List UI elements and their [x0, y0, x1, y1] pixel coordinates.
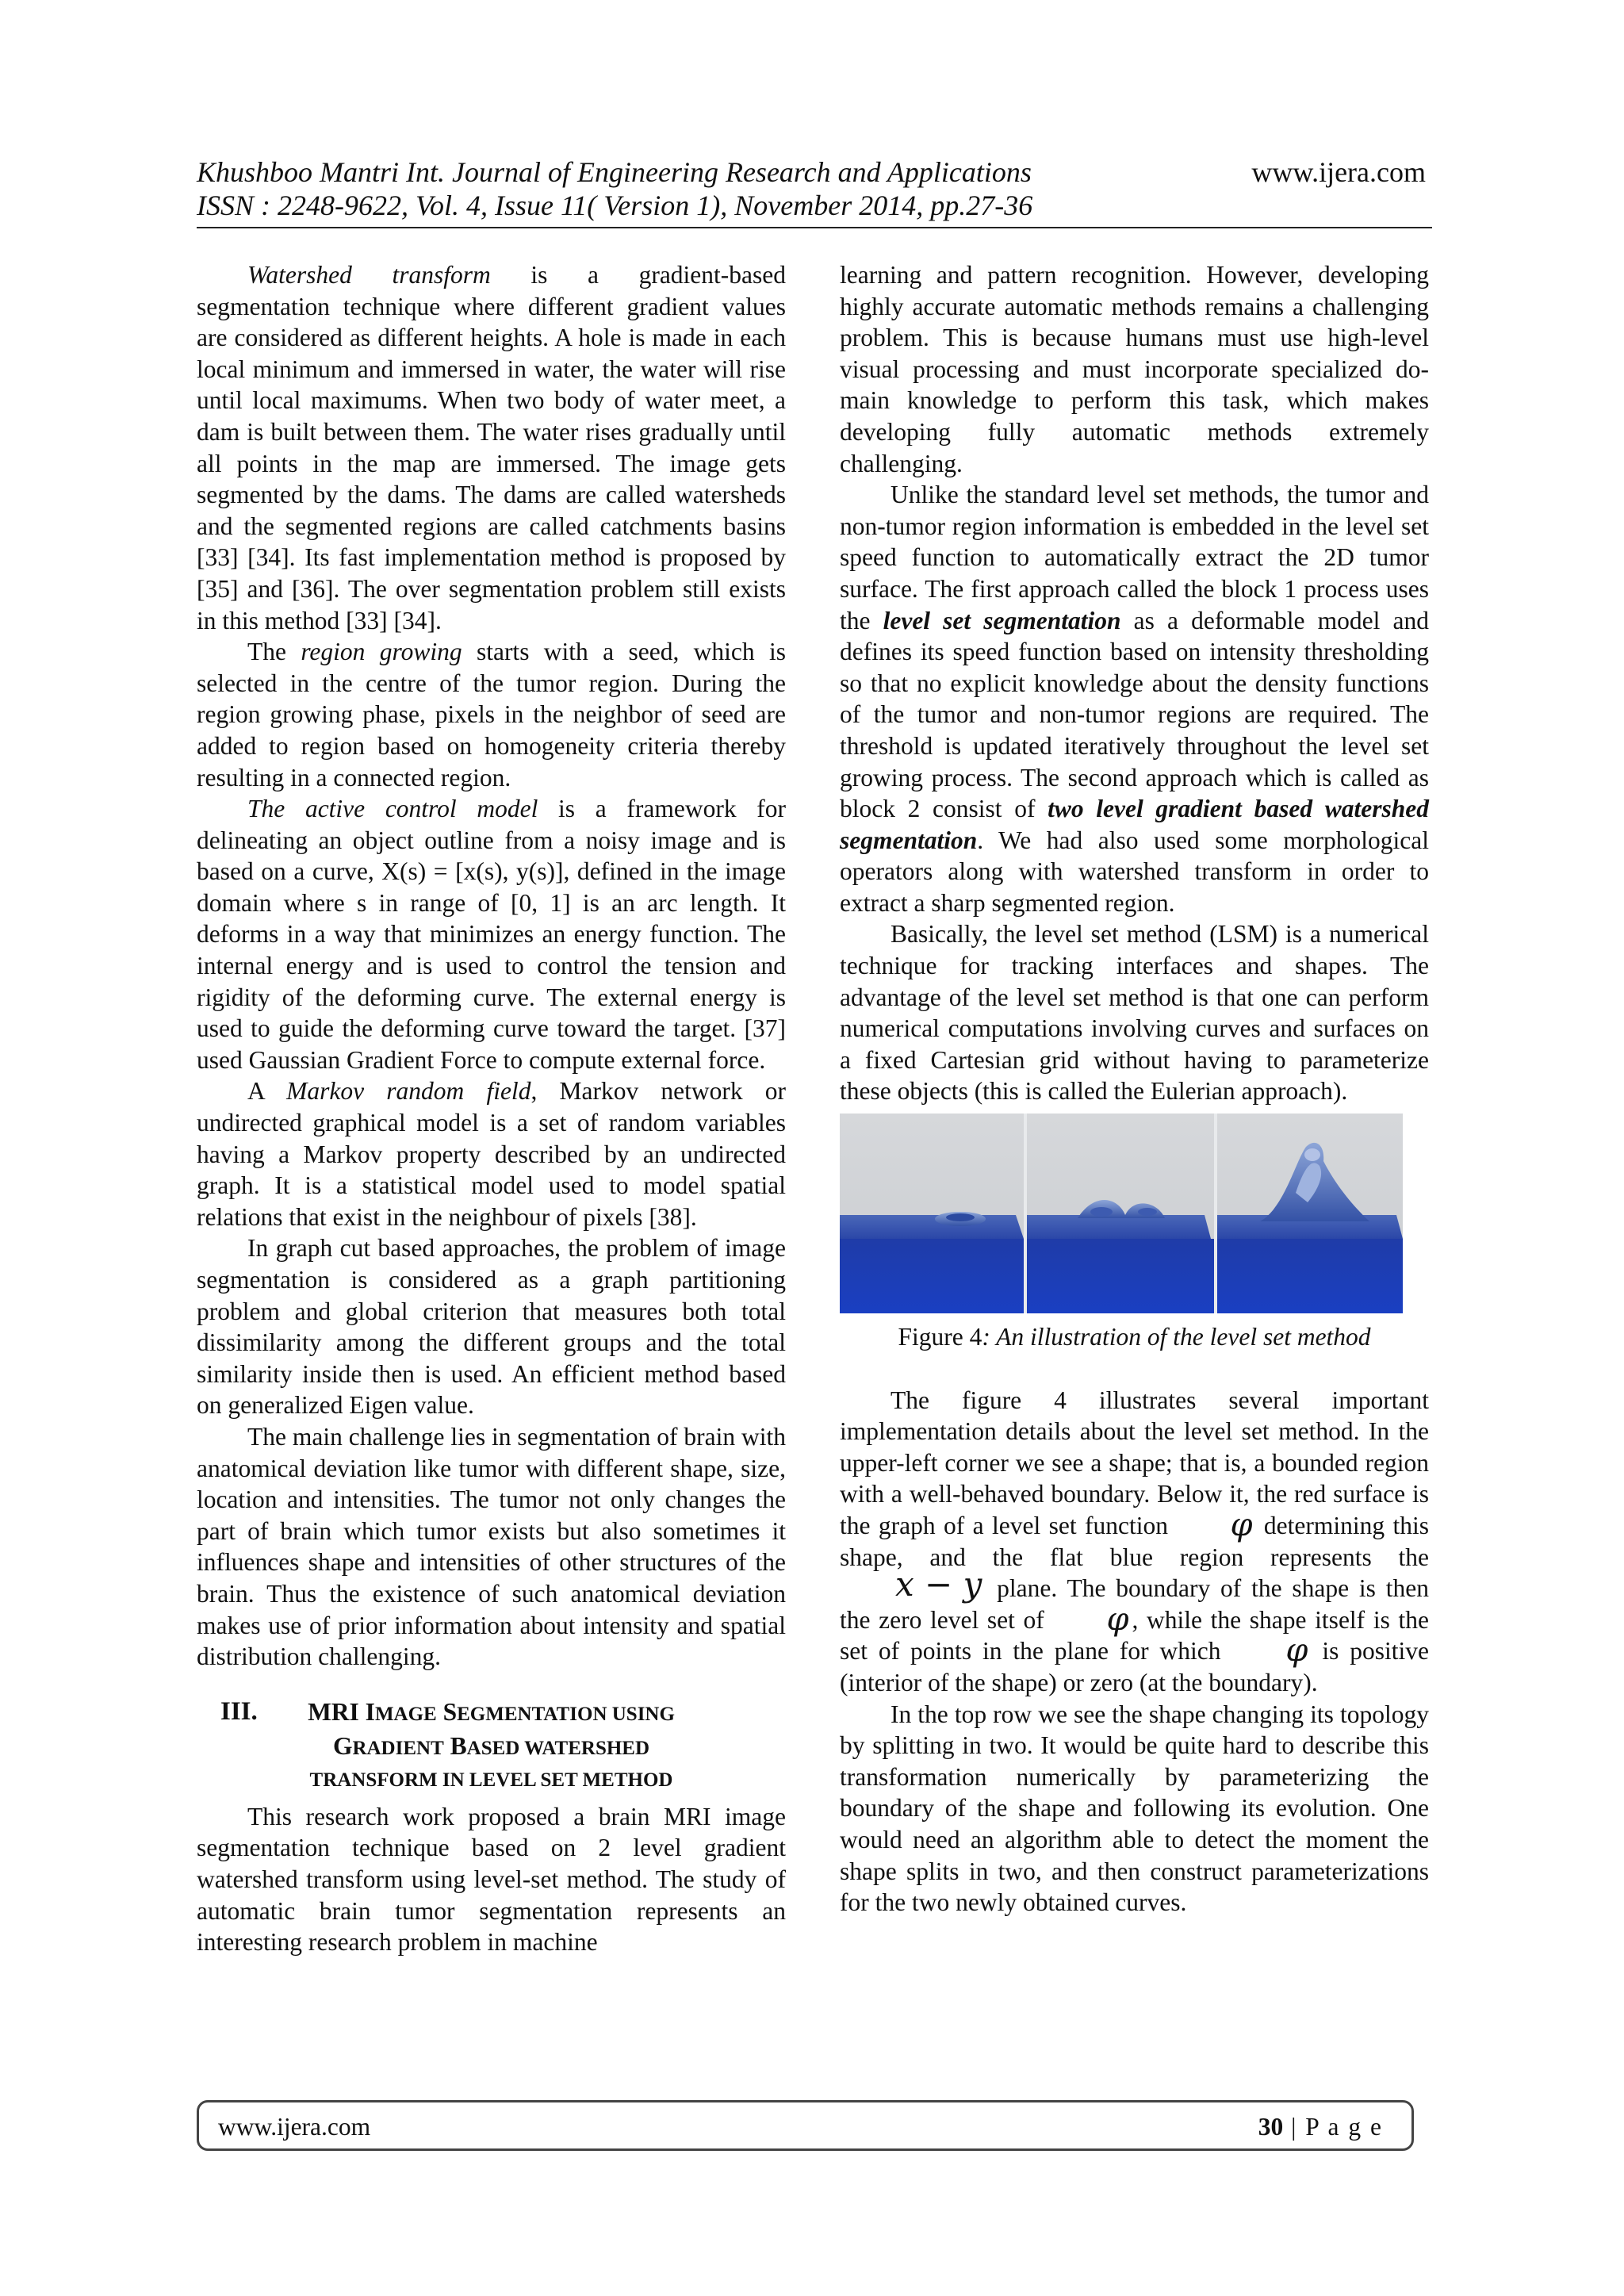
- journal-header-line-2: ISSN : 2248-9622, Vol. 4, Issue 11( Version 1), November 2014, pp.27-36: [197, 190, 1033, 221]
- section-heading: [197, 1696, 786, 1796]
- term-watershed: Watershed transform: [247, 261, 491, 289]
- x-minus-y-symbol: x − y: [895, 1565, 982, 1604]
- paragraph-main-challenge: The main challenge lies in segmentation of brain with anatomical deviation like tumor with different shape, size, location and intensities. The tumor not only changes the part of brain which tumor exists but also sometimes it influences shape and intensities of other structures of the brain. Thus the existence of such anatomical deviation makes use of prior information about intensity and spatial distribution challenging.: [197, 1422, 786, 1671]
- term-level-set-segmentation: level set segmentation: [883, 606, 1121, 634]
- figure-4-image: [840, 1114, 1403, 1313]
- level-set-illustration: [840, 1114, 1403, 1313]
- paragraph-learning: learning and pattern recognition. However, developing highly accurate automatic methods remains a challenging problem. This is because humans must use high-level visual processing and must incorporate specialized do- main knowledge to perform this task, which makes developing fully automatic methods extremely challenging.: [840, 261, 1429, 477]
- right-column: [840, 259, 1429, 1918]
- paragraph-markov: A Markov random field, Markov network or undirected graphical model is a set of random variables having a Markov property described by an undirected graph. It is a statistical model used to model spatial relations that exist in the neighbour of pixels [38].: [197, 1077, 786, 1231]
- section-title-line-1: MRI IMAGE SEGMENTATION USING: [308, 1697, 675, 1726]
- figure-panel-2: [1027, 1200, 1214, 1313]
- section-title-line-3: TRANSFORM IN LEVEL SET METHOD: [309, 1769, 673, 1791]
- journal-header-line-1: Khushboo Mantri Int. Journal of Engineering Research and Applications: [197, 156, 1032, 188]
- section-number: III.: [220, 1696, 258, 1726]
- paragraph-unlike: Unlike the standard level set methods, the tumor and non-tumor region information is embedded in the level set speed function to automatically extract the 2D tumor surface. The first approach called the block 1 process uses the level set segmentation as a deformable model and defines its speed function based on intensity thresholding so that no explicit knowledge about the density functions of the tumor and non-tumor regions are required. The threshold is updated iteratively throughout the level set growing process. The second approach which is called as block 2 consist of two level gradient based watershed segmentation. We had also used some morphological operators along with watershed transform in order to extract a sharp segmented region.: [840, 481, 1429, 917]
- paragraph-figure-4: The figure 4 illustrates several important implementation details about the level set method. In the upper-left corner we see a shape; that is, a bounded region with a well-behaved boundary. Below it, the red surface is the graph of a level set function φ determining this shape, and the flat blue region represents the x − y plane. The boundary of the shape is then the zero level set of φ , while the shape itself is the set of points in the plane for which φ is positive (interior of the shape) or zero (at the boundary).: [840, 1386, 1429, 1696]
- figure-4-caption: Figure 4: An illustration of the level set method: [898, 1323, 1371, 1351]
- phi-symbol: φ: [1106, 1600, 1129, 1638]
- term-active-control: The active control model: [247, 795, 538, 823]
- paragraph-basically: Basically, the level set method (LSM) is a numerical technique for tracking interfaces and shapes. The advantage of the level set method is that one can perform numerical computations involving curves and surfaces on a fixed Cartesian grid without having to parameterize these objects (this is called the Eulerian approach).: [840, 920, 1429, 1106]
- footer-page-number: 30 | P a g e: [1258, 2113, 1383, 2141]
- page-footer: [197, 2100, 1414, 2151]
- figure-panel-1: [840, 1212, 1024, 1313]
- paragraph-watershed: Watershed transform is a gradient-based segmentation technique where different gradient values are considered as different heights. A hole is made in each local minimum and immersed in water, the water will rise until local maximums. When two body of water meet, a dam is built between them. The water rises gradually until all points in the map are immersed. The image gets segmented by the dams. The dams are called watersheds and the segmented regions are called catchments basins [33] [34]. Its fast implementation method is proposed by [35] and [36]. The over segmentation problem still exists in this method [33] [34].: [197, 261, 786, 634]
- left-column: [197, 259, 786, 1958]
- footer-website: www.ijera.com: [218, 2113, 371, 2141]
- paragraph-active-control: The active control model is a framework for delineating an object outline from a noisy image and is based on a curve, X(s) = [x(s), y(s)], defined in the image domain where s in range of [0, 1] is an arc length. It deforms in a way that minimizes an energy function. The internal energy and is used to control the tension and rigidity of the deforming curve. The external energy is used to guide the deforming curve toward the target. [37] used Gaussian Gradient Force to compute external force.: [197, 795, 786, 1074]
- term-region-growing: region growing: [301, 638, 462, 666]
- paragraph-graph-cut: In graph cut based approaches, the problem of image segmentation is considered as a graph partitioning problem and global criterion that measures both total dissimilarity among the different groups and the total similarity inside then is used. An efficient method based on generalized Eigen value.: [197, 1234, 786, 1420]
- term-markov: Markov random field: [286, 1077, 531, 1106]
- paragraph-top-row: In the top row we see the shape changing its topology by splitting in two. It would be quite hard to describe this transformation numerically by parameterizing the boundary of the shape and following its evolution. One would need an algorithm able to detect the moment the shape splits in two, and then construct parameterizations for the two newly obtained curves.: [840, 1700, 1429, 1917]
- term-watershed-segmentation: two level gradient based watershed segmentation: [840, 795, 1429, 854]
- paragraph-research-work: This research work proposed a brain MRI image segmentation technique based on 2 level gradient watershed transform using level-set method. The study of automatic brain tumor segmentation represents an interesting research problem in machine: [197, 1802, 786, 1957]
- header-website: www.ijera.com: [1251, 156, 1426, 188]
- section-title-line-2: GRADIENT BASED WATERSHED: [332, 1731, 650, 1760]
- paragraph-region-growing: The region growing starts with a seed, which is selected in the centre of the tumor region. During the region growing phase, pixels in the neighbor of seed are added to region based on homogeneity criteria thereby resulting in a connected region.: [197, 638, 786, 792]
- header-rule: [197, 227, 1432, 228]
- phi-symbol: φ: [1285, 1632, 1308, 1669]
- phi-symbol: φ: [1230, 1507, 1253, 1543]
